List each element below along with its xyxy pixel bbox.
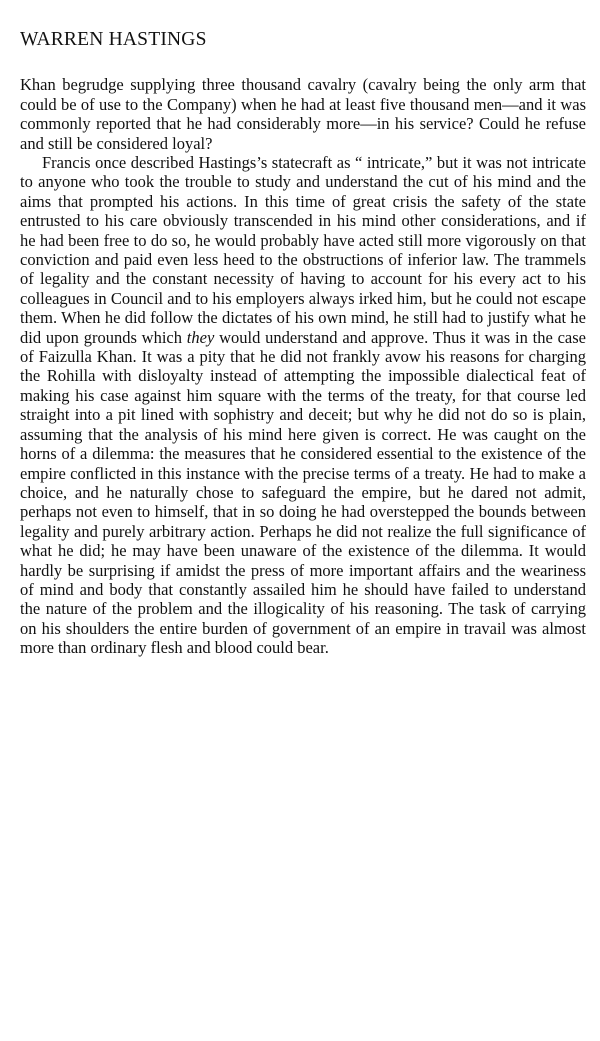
- body-text: [20, 75, 586, 657]
- paragraph-text-after-italic: would understand and approve. Thus it was in the case of Faizulla Khan. It was a pity that he did not frankly avow his reasons for charging the Rohilla with disloyalty instead of attempting the impossible dialectical feat of making his case against him square with the terms of the treaty, for that course led straight into a pit lined with sophistry and deceit; but why he did not do so is plain, assuming that the analysis of his mind here given is correct. He was caught on the horns of a dilemma: the measures that he considered essential to the existence of the empire conflicted in this instance with the precise terms of a treaty. He had to make a choice, and he naturally chose to safeguard the empire, but he dared not admit, perhaps not even to himself, that in so doing he had overstepped the bounds between legality and purely arbitrary action. Perhaps he did not realize the full significance of what he did; he may have been unaware of the existence of the dilemma. It would hardly be surprising if amidst the press of more important affairs and the weariness of mind and body that constantly assailed him he should have failed to understand the nature of the problem and the illogicality of his reasoning. The task of carrying on his shoulders the entire burden of government of an empire in travail was almost more than ordinary flesh and blood could bear.: [20, 327, 586, 658]
- paragraph-text-before-italic: Francis once described Hastings’s statecraft as “ intricate,” but it was not intricate to anyone who took the trouble to study and understand the cut of his mind and the aims that prompted his actions. In this time of great crisis the safety of the state entrusted to his care obviously transcended in his mind other considerations, and if he had been free to do so, he would probably have acted still more vigorously on that conviction and paid even less heed to the obstructions of inferior law. The trammels of legality and the constant necessity of having to account for his every act to his colleagues in Council and to his employers always irked him, but he could not escape them. When he did follow the dictates of his own mind, he still had to justify what he did upon grounds which: [20, 153, 586, 347]
- paragraph-statecraft: [20, 153, 586, 658]
- italic-emphasis: they: [186, 327, 215, 347]
- paragraph-continued: Khan begrudge supplying three thousand cavalry (cavalry being the only arm that could be of use to the Company) when he had at least five thousand men—and it was commonly reported that he had considerably more—in his service? Could he refuse and still be considered loyal?: [20, 75, 586, 153]
- running-head-title: WARREN HASTINGS: [20, 29, 207, 50]
- book-page: [20, 28, 586, 658]
